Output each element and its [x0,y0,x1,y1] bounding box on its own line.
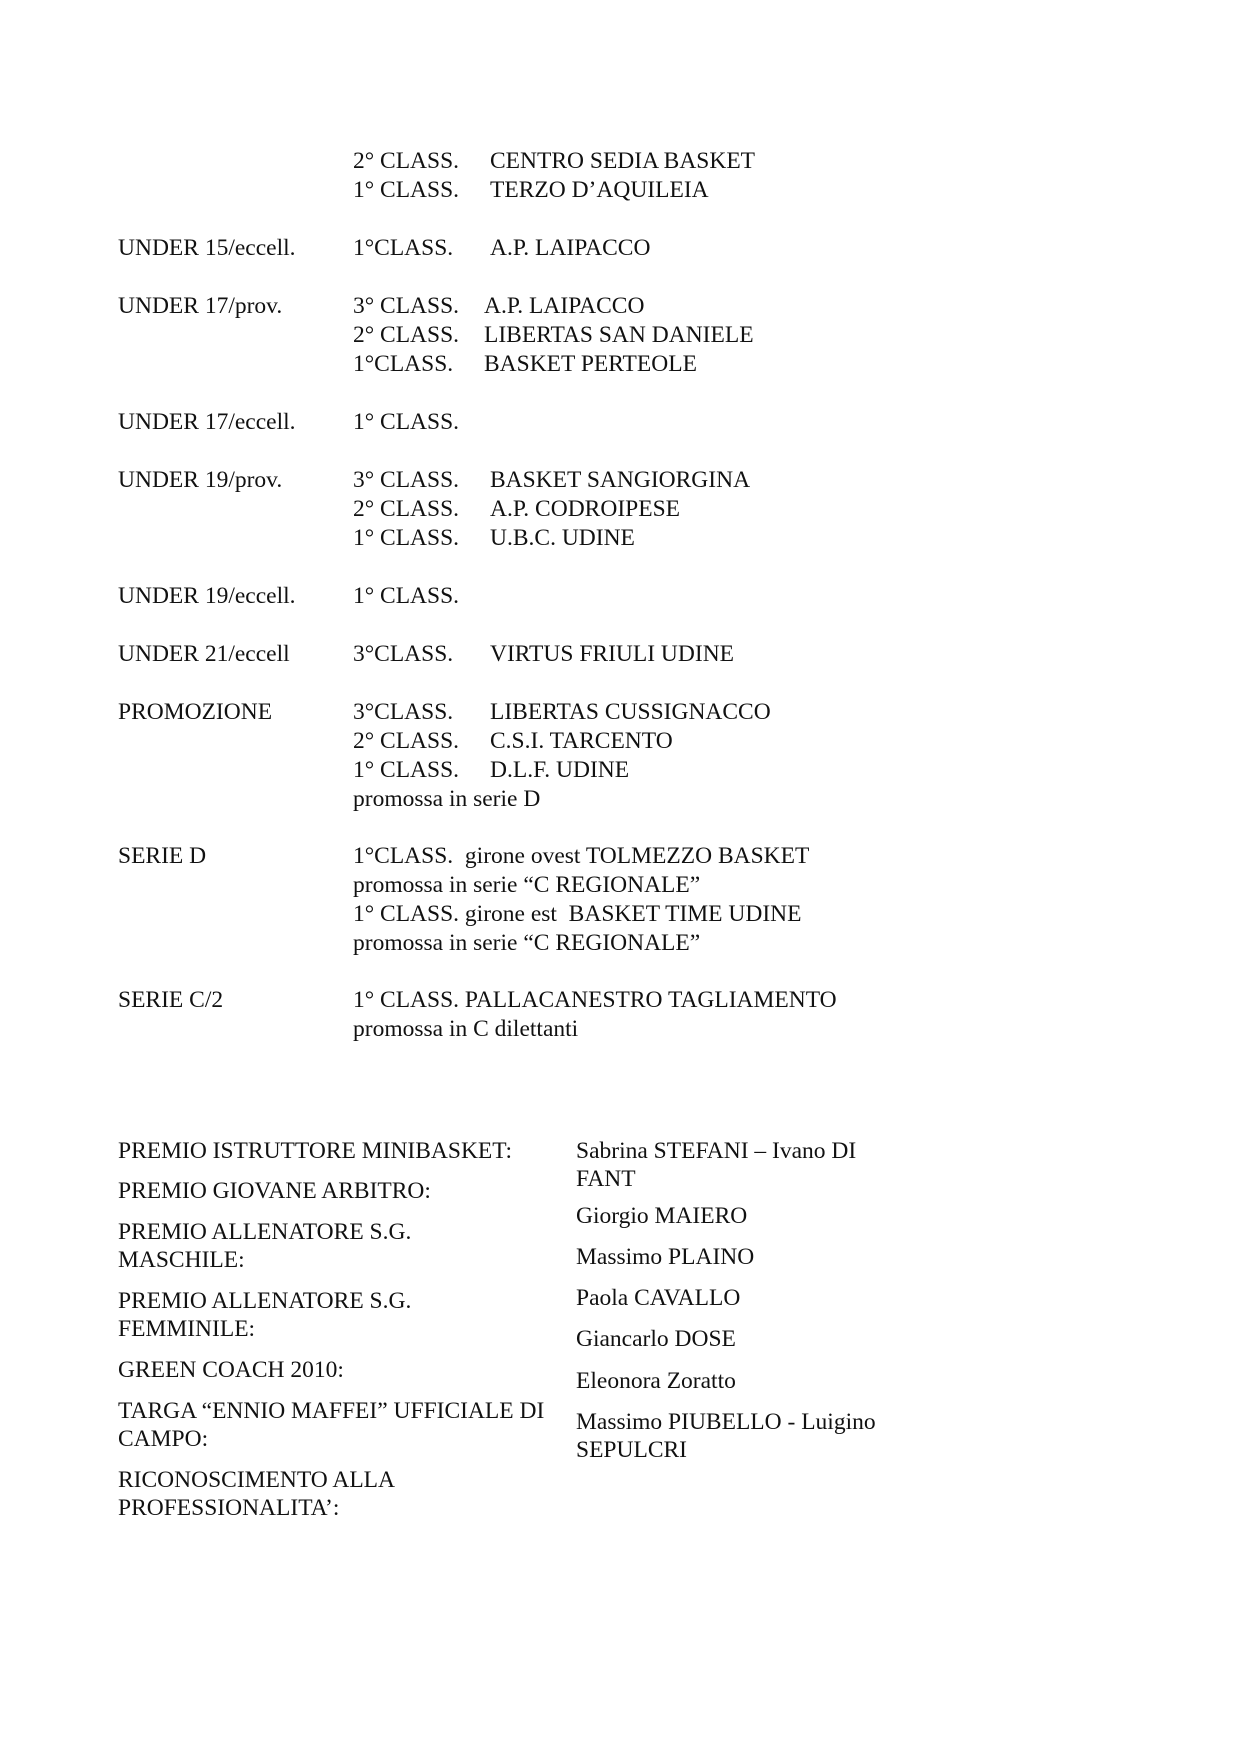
promotion-note: promossa in C dilettanti [353,1016,579,1042]
category-label: UNDER 15/eccell. [118,235,296,261]
category-label: SERIE D [118,843,207,869]
class-label: 1° CLASS. [353,583,460,609]
promotion-note: promossa in serie “C REGIONALE” [353,872,701,898]
class-label: 1° CLASS. [353,177,460,203]
category-label: UNDER 19/prov. [118,467,283,493]
award-winner: Eleonora Zoratto [576,1368,736,1394]
class-label: 3° CLASS. [353,293,460,319]
team-name: VIRTUS FRIULI UDINE [490,641,735,667]
award-label: PREMIO ALLENATORE S.G. MASCHILE: [118,1219,412,1273]
class-label: 1° CLASS. girone est BASKET TIME UDINE [353,901,802,927]
category-label: UNDER 21/eccell [118,641,290,667]
award-label: PREMIO ALLENATORE S.G. FEMMINILE: [118,1288,412,1342]
class-label: 1° CLASS. [353,409,460,435]
award-winner: Paola CAVALLO [576,1285,741,1311]
class-label: 2° CLASS. [353,322,460,348]
class-label: 3°CLASS. [353,699,454,725]
class-label: 1° CLASS. PALLACANESTRO TAGLIAMENTO [353,987,837,1013]
class-label: 3°CLASS. [353,641,454,667]
promotion-note: promossa in serie D [353,786,541,812]
team-name: A.P. LAIPACCO [484,293,645,319]
award-winner: Massimo PLAINO [576,1244,755,1270]
award-label: TARGA “ENNIO MAFFEI” UFFICIALE DI CAMPO: [118,1398,545,1452]
promotion-note: promossa in serie “C REGIONALE” [353,930,701,956]
team-name: A.P. LAIPACCO [490,235,651,261]
class-label: 2° CLASS. [353,496,460,522]
category-label: SERIE C/2 [118,987,224,1013]
class-label: 1°CLASS. [353,351,454,377]
class-label: 2° CLASS. [353,148,460,174]
category-label: UNDER 17/prov. [118,293,283,319]
class-label: 2° CLASS. [353,728,460,754]
award-label: RICONOSCIMENTO ALLA PROFESSIONALITA’: [118,1467,396,1521]
award-label: PREMIO GIOVANE ARBITRO: [118,1178,431,1204]
award-winner: Giorgio MAIERO [576,1203,748,1229]
team-name: BASKET SANGIORGINA [490,467,751,493]
team-name: U.B.C. UDINE [490,525,635,551]
team-name: D.L.F. UDINE [490,757,630,783]
award-winner: Giancarlo DOSE [576,1326,736,1352]
team-name: LIBERTAS CUSSIGNACCO [490,699,771,725]
team-name: TERZO D’AQUILEIA [490,177,709,203]
award-winner: Massimo PIUBELLO - Luigino SEPULCRI [576,1409,876,1463]
team-name: BASKET PERTEOLE [484,351,697,377]
category-label: UNDER 19/eccell. [118,583,296,609]
class-label: 1°CLASS. girone ovest TOLMEZZO BASKET [353,843,810,869]
award-label: PREMIO ISTRUTTORE MINIBASKET: [118,1138,512,1164]
team-name: A.P. CODROIPESE [490,496,680,522]
team-name: C.S.I. TARCENTO [490,728,673,754]
class-label: 1° CLASS. [353,757,460,783]
category-label: PROMOZIONE [118,699,273,725]
award-label: GREEN COACH 2010: [118,1357,344,1383]
award-winner: Sabrina STEFANI – Ivano DI FANT [576,1138,857,1192]
category-label: UNDER 17/eccell. [118,409,296,435]
class-label: 3° CLASS. [353,467,460,493]
team-name: CENTRO SEDIA BASKET [490,148,756,174]
class-label: 1° CLASS. [353,525,460,551]
class-label: 1°CLASS. [353,235,454,261]
team-name: LIBERTAS SAN DANIELE [484,322,754,348]
